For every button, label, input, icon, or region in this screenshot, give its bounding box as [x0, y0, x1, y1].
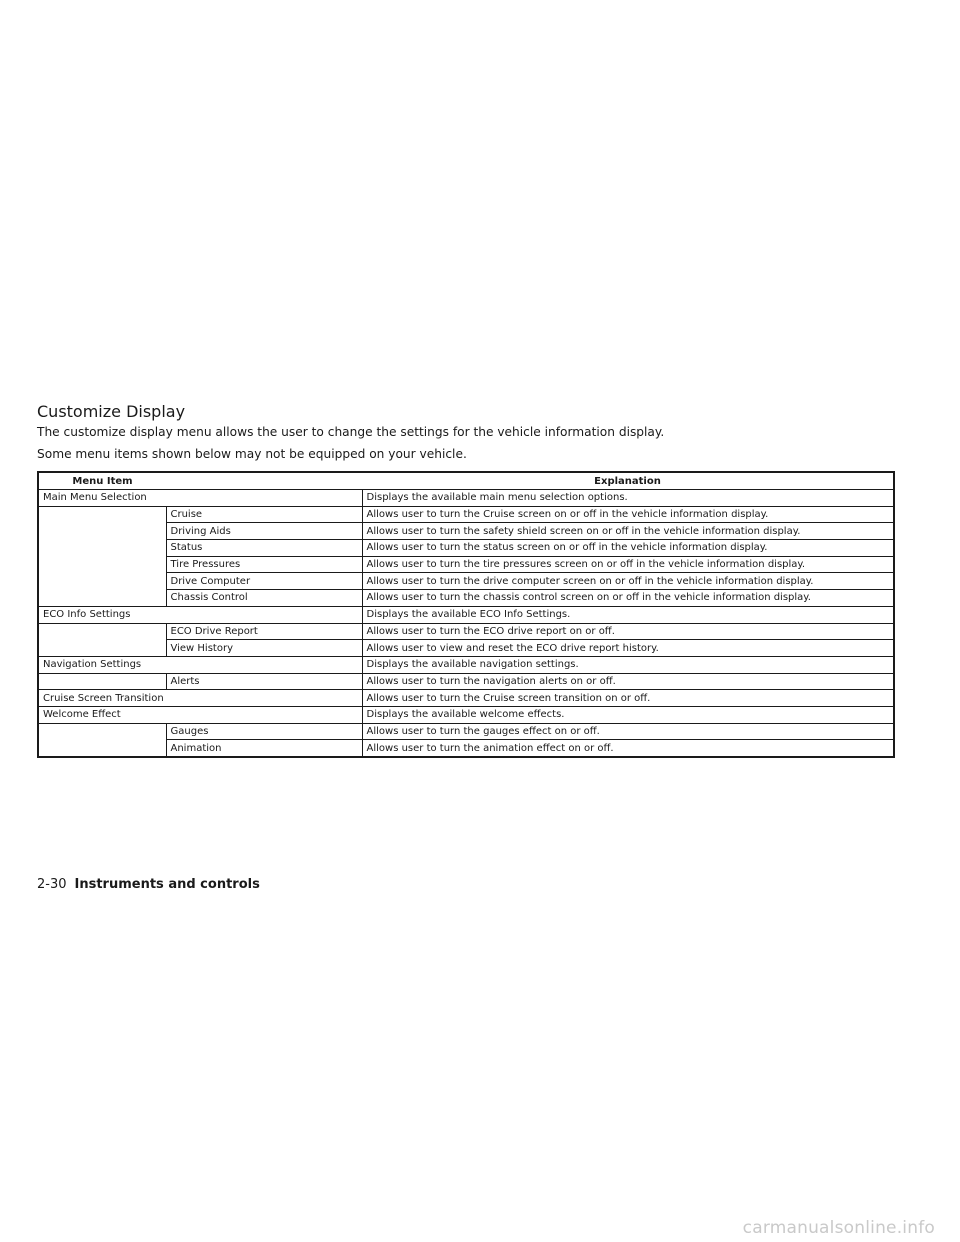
menu-item-cell: Main Menu Selection [38, 490, 362, 507]
explanation-cell: Displays the available ECO Info Settings. [362, 606, 894, 623]
explanation-cell: Allows user to turn the chassis control screen on or off in the vehicle information display. [362, 590, 894, 607]
indent-cell [38, 523, 166, 540]
submenu-item-cell: Tire Pressures [166, 556, 362, 573]
explanation-cell: Allows user to turn the animation effect on or off. [362, 740, 894, 757]
table-row [38, 490, 894, 507]
section-title: Customize Display [37, 402, 186, 421]
intro-paragraph: The customize display menu allows the user to change the settings for the vehicle information display. [37, 425, 665, 439]
page-number: 2-30 [37, 877, 67, 892]
indent-cell [38, 573, 166, 590]
indent-cell [38, 590, 166, 607]
table-row [38, 523, 894, 540]
table-row [38, 673, 894, 690]
table-row [38, 590, 894, 607]
indent-cell [38, 640, 166, 657]
submenu-item-cell: Gauges [166, 723, 362, 740]
table-row [38, 623, 894, 640]
explanation-cell: Allows user to turn the Cruise screen transition on or off. [362, 690, 894, 707]
indent-cell [38, 740, 166, 757]
table-row [38, 656, 894, 673]
menu-item-cell: Navigation Settings [38, 656, 362, 673]
header-explanation: Explanation [362, 472, 894, 490]
submenu-item-cell: Animation [166, 740, 362, 757]
page-footer [37, 876, 260, 894]
explanation-cell: Allows user to turn the tire pressures screen on or off in the vehicle information display. [362, 556, 894, 573]
customize-display-section [37, 402, 895, 463]
explanation-cell: Displays the available welcome effects. [362, 706, 894, 723]
explanation-cell: Allows user to turn the Cruise screen on or off in the vehicle information display. [362, 506, 894, 523]
submenu-item-cell: Cruise [166, 506, 362, 523]
menu-item-cell: ECO Info Settings [38, 606, 362, 623]
table-row [38, 540, 894, 557]
table-row [38, 556, 894, 573]
explanation-cell: Allows user to turn the safety shield screen on or off in the vehicle information display. [362, 523, 894, 540]
submenu-item-cell: Driving Aids [166, 523, 362, 540]
table-row [38, 690, 894, 707]
table-row [38, 723, 894, 740]
indent-cell [38, 506, 166, 523]
watermark: carmanualsonline.info [742, 1218, 935, 1238]
customize-display-table [37, 471, 895, 758]
indent-cell [38, 556, 166, 573]
indent-cell [38, 673, 166, 690]
indent-cell [38, 623, 166, 640]
explanation-cell: Allows user to turn the drive computer screen on or off in the vehicle information display. [362, 573, 894, 590]
explanation-cell: Allows user to view and reset the ECO drive report history. [362, 640, 894, 657]
submenu-item-cell: Chassis Control [166, 590, 362, 607]
header-spacer [166, 472, 362, 490]
table-body [38, 490, 894, 758]
table-row [38, 640, 894, 657]
indent-cell [38, 540, 166, 557]
submenu-item-cell: Drive Computer [166, 573, 362, 590]
explanation-cell: Allows user to turn the status screen on or off in the vehicle information display. [362, 540, 894, 557]
table-row [38, 706, 894, 723]
submenu-item-cell: Status [166, 540, 362, 557]
submenu-item-cell: View History [166, 640, 362, 657]
menu-item-cell: Welcome Effect [38, 706, 362, 723]
table-header-row [38, 472, 894, 490]
menu-item-cell: Cruise Screen Transition [38, 690, 362, 707]
explanation-cell: Allows user to turn the navigation alerts on or off. [362, 673, 894, 690]
equipment-note: Some menu items shown below may not be equipped on your vehicle. [37, 447, 467, 461]
explanation-cell: Allows user to turn the ECO drive report on or off. [362, 623, 894, 640]
submenu-item-cell: Alerts [166, 673, 362, 690]
table-row [38, 506, 894, 523]
indent-cell [38, 723, 166, 740]
chapter-title: Instruments and controls [74, 877, 260, 892]
explanation-cell: Displays the available navigation settings. [362, 656, 894, 673]
table-row [38, 606, 894, 623]
explanation-cell: Allows user to turn the gauges effect on or off. [362, 723, 894, 740]
header-menu-item: Menu Item [38, 472, 166, 490]
submenu-item-cell: ECO Drive Report [166, 623, 362, 640]
table-row [38, 573, 894, 590]
explanation-cell: Displays the available main menu selection options. [362, 490, 894, 507]
table-row [38, 740, 894, 757]
